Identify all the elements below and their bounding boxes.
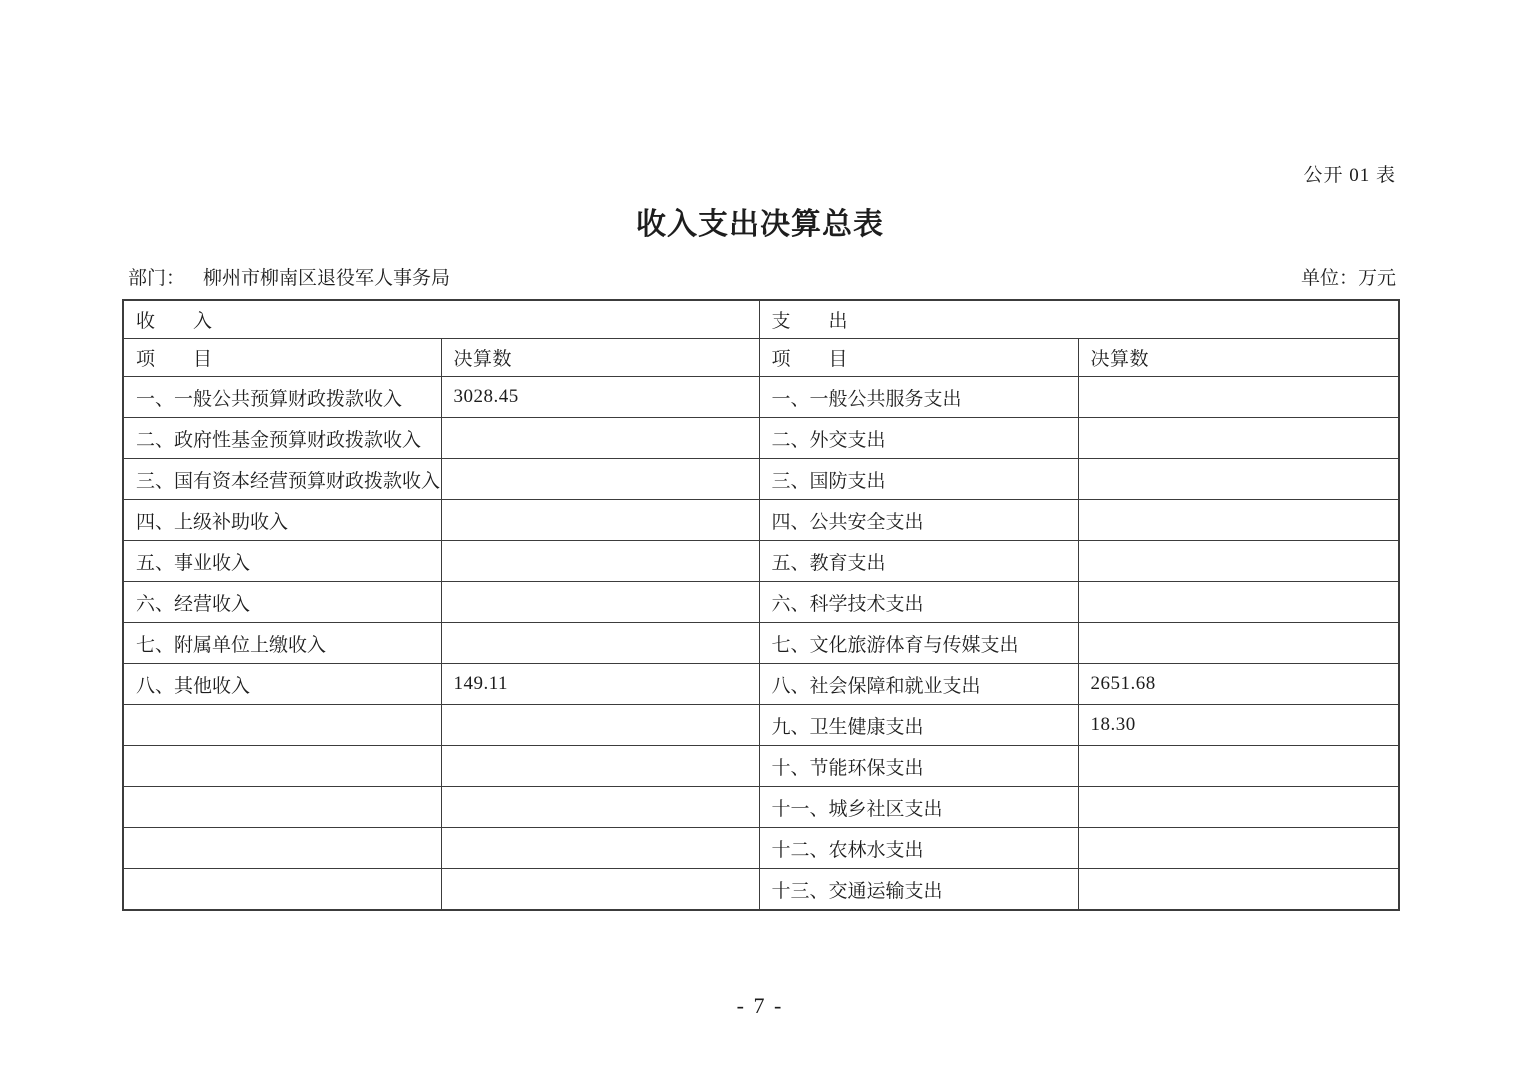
- expense-amount-cell: [1078, 746, 1399, 787]
- expense-amount-cell: [1078, 418, 1399, 459]
- expense-amount-cell: [1078, 582, 1399, 623]
- expense-amount-cell: [1078, 541, 1399, 582]
- income-amount-cell: [441, 418, 759, 459]
- expense-item-header: 项 目: [759, 339, 1078, 377]
- table-row: [123, 705, 1399, 746]
- expense-amount-cell: [1078, 828, 1399, 869]
- expense-amount-cell: 2651.68: [1078, 664, 1399, 705]
- table-row: [123, 418, 1399, 459]
- expense-item-cell: 六、科学技术支出: [759, 582, 1078, 623]
- expense-item-cell: 四、公共安全支出: [759, 500, 1078, 541]
- income-amount-header: 决算数: [441, 339, 759, 377]
- income-item-cell: 三、国有资本经营预算财政拨款收入: [123, 459, 441, 500]
- expense-item-cell: 九、卫生健康支出: [759, 705, 1078, 746]
- expense-item-cell: 五、教育支出: [759, 541, 1078, 582]
- expense-item-cell: 三、国防支出: [759, 459, 1078, 500]
- unit-label: 单位：万元: [1300, 268, 1396, 289]
- income-item-cell: [123, 787, 441, 828]
- expense-amount-header: 决算数: [1078, 339, 1399, 377]
- income-amount-cell: [441, 828, 759, 869]
- column-header-row: [123, 339, 1399, 377]
- expense-amount-cell: [1078, 869, 1399, 911]
- expense-amount-cell: [1078, 787, 1399, 828]
- income-amount-cell: [441, 746, 759, 787]
- table-row: [123, 459, 1399, 500]
- department-label: 部门：: [128, 268, 186, 289]
- table-row: [123, 664, 1399, 705]
- table-row: [123, 541, 1399, 582]
- expense-item-cell: 一、一般公共服务支出: [759, 377, 1078, 418]
- income-item-cell: 一、一般公共预算财政拨款收入: [123, 377, 441, 418]
- income-amount-cell: [441, 459, 759, 500]
- income-section-header: 收 入: [123, 300, 759, 339]
- expense-amount-cell: [1078, 377, 1399, 418]
- department-value: 柳州市柳南区退役军人事务局: [203, 268, 451, 289]
- income-amount-cell: [441, 500, 759, 541]
- table-row: [123, 582, 1399, 623]
- table-row: [123, 869, 1399, 911]
- expense-amount-cell: [1078, 500, 1399, 541]
- budget-summary-table: [122, 299, 1400, 911]
- income-amount-cell: [441, 541, 759, 582]
- income-amount-cell: 149.11: [441, 664, 759, 705]
- income-item-cell: 七、附属单位上缴收入: [123, 623, 441, 664]
- section-header-row: [123, 300, 1399, 339]
- expense-item-cell: 十二、农林水支出: [759, 828, 1078, 869]
- income-item-cell: [123, 705, 441, 746]
- income-item-cell: [123, 746, 441, 787]
- income-item-cell: 二、政府性基金预算财政拨款收入: [123, 418, 441, 459]
- income-item-cell: 四、上级补助收入: [123, 500, 441, 541]
- expense-item-cell: 十、节能环保支出: [759, 746, 1078, 787]
- income-item-cell: 五、事业收入: [123, 541, 441, 582]
- doc-number-label: 公开 01 表: [1303, 165, 1396, 186]
- expense-amount-cell: [1078, 623, 1399, 664]
- expense-item-cell: 八、社会保障和就业支出: [759, 664, 1078, 705]
- page-title: 收入支出决算总表: [636, 208, 884, 241]
- income-amount-cell: [441, 787, 759, 828]
- table-row: [123, 787, 1399, 828]
- income-item-cell: [123, 828, 441, 869]
- income-amount-cell: [441, 582, 759, 623]
- income-amount-cell: [441, 623, 759, 664]
- page-number: - 7 -: [736, 993, 784, 1018]
- income-item-cell: [123, 869, 441, 911]
- expense-section-header: 支 出: [759, 300, 1399, 339]
- expense-item-cell: 二、外交支出: [759, 418, 1078, 459]
- income-amount-cell: [441, 869, 759, 911]
- table-row: [123, 500, 1399, 541]
- expense-item-cell: 十一、城乡社区支出: [759, 787, 1078, 828]
- expense-amount-cell: [1078, 459, 1399, 500]
- expense-item-cell: 十三、交通运输支出: [759, 869, 1078, 911]
- expense-amount-cell: 18.30: [1078, 705, 1399, 746]
- income-amount-cell: [441, 705, 759, 746]
- income-item-cell: 八、其他收入: [123, 664, 441, 705]
- expense-item-cell: 七、文化旅游体育与传媒支出: [759, 623, 1078, 664]
- income-item-header: 项 目: [123, 339, 441, 377]
- table-row: [123, 828, 1399, 869]
- table-row: [123, 746, 1399, 787]
- income-item-cell: 六、经营收入: [123, 582, 441, 623]
- table-row: [123, 377, 1399, 418]
- department-line: [128, 263, 450, 290]
- info-row: [128, 263, 1396, 290]
- income-amount-cell: 3028.45: [441, 377, 759, 418]
- table-row: [123, 623, 1399, 664]
